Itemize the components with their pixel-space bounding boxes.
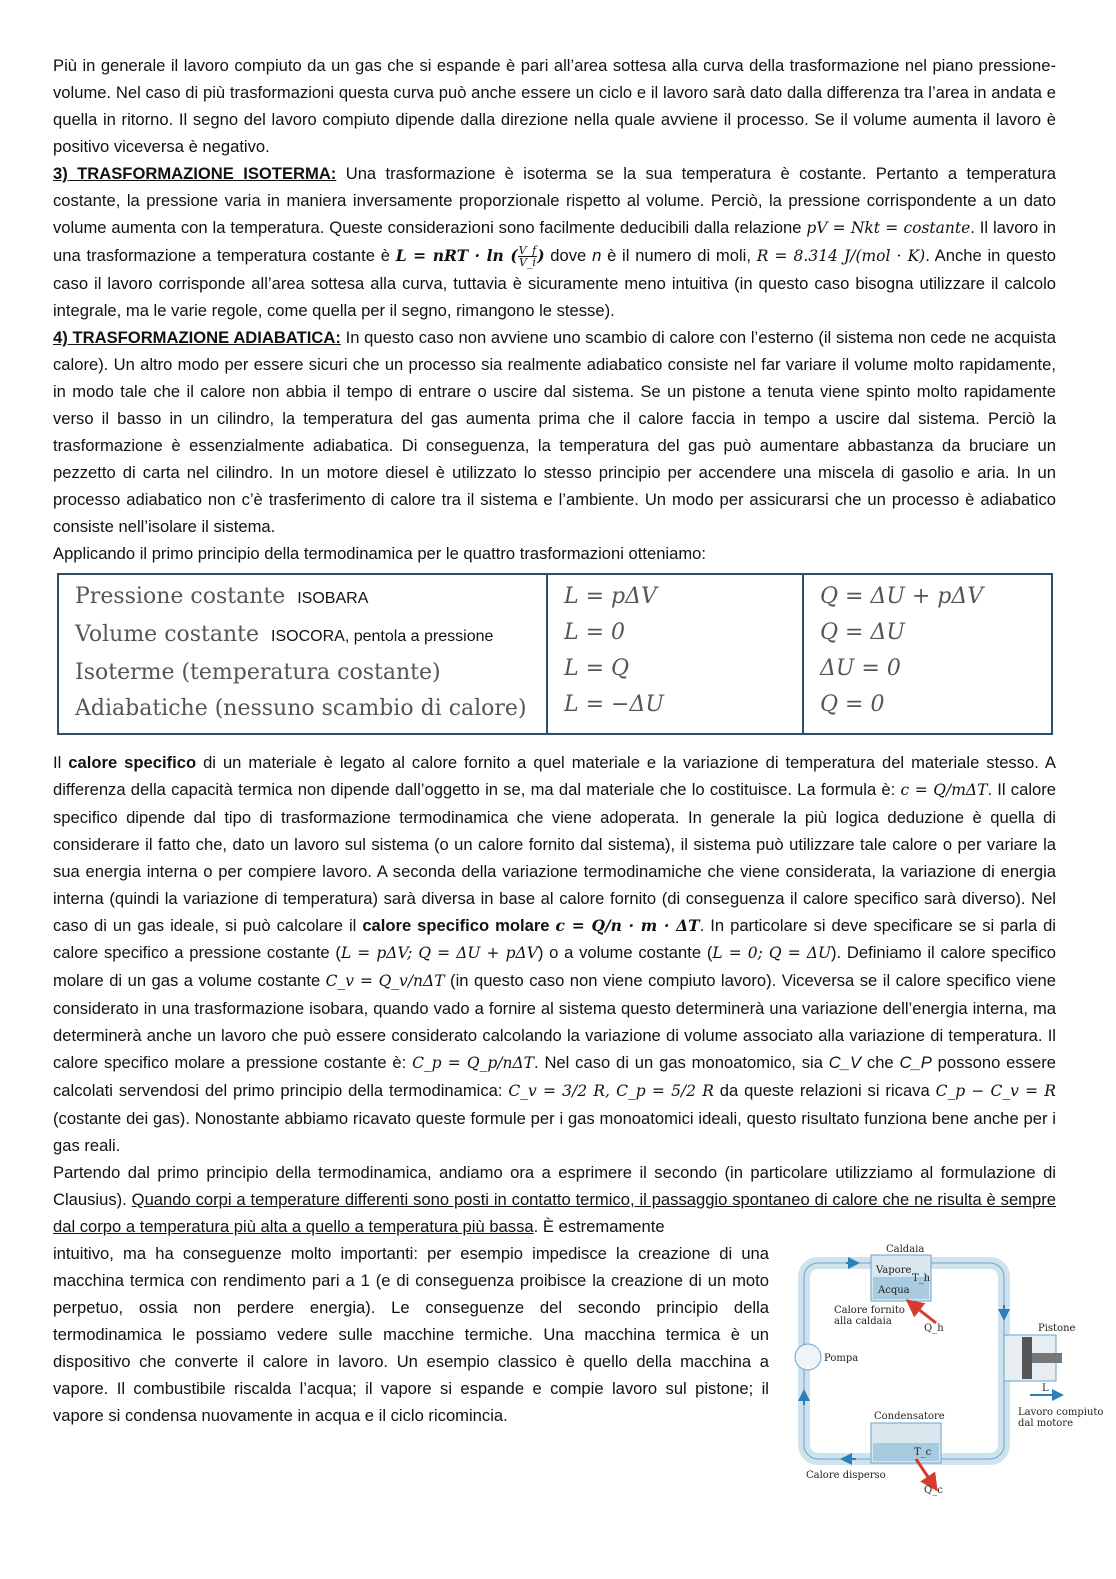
- label-qh: Q_h: [924, 1323, 944, 1334]
- clausius-statement: Quando corpi a temperature differenti sono posti in contatto termico, il passaggio spontaneo di calore che ne risulta è sempre dal corpo a temperatura più alta a quello a temperatura più bassa: [53, 1190, 1056, 1236]
- isoterma-paragraph: 3) TRASFORMAZIONE ISOTERMA: Una trasformazione è isoterma se la sua temperatura è costante. Pertanto a temperatura costante, la pressione varia in maniera inversamente proporzionale rispetto al volume. Perciò, la pressione corrispondente a un dato volume aumenta con la temperatura. Queste considerazioni sono facilmente deducibili dalla relazione pV = Nkt = costante. Il lavoro in una trasformazione a temperatura costante è L = nRT · ln ( $\frac{V\_f}{V\_i}$ ) dove n è il numero di moli, R = 8.314 J/(mol · K). Anche in questo caso il lavoro corrisponde all’area sottesa alla curva, tuttavia è sicuramente meno intuitiva (in questo caso bisogna utilizzare il calcolo integrale, ma le varie regole, come quella per il segno, rimangono le stesse).: [53, 164, 1056, 320]
- label-calore-disperso: Calore disperso: [806, 1470, 886, 1481]
- label-th: T_h: [912, 1273, 931, 1284]
- table-col-heat: Q = ΔU + pΔV Q = ΔU ΔU = 0 Q = 0: [803, 574, 1052, 734]
- table-row: Volume costante ISOCORA, pentola a pressione: [75, 622, 494, 647]
- label-lavoro-1: Lavoro compiuto: [1018, 1407, 1104, 1418]
- secondo-principio-paragraph: Partendo dal primo principio della termodinamica, andiamo ora a esprimere il secondo (in particolare utilizziamo al formulazione di Clausius). Quando corpi a temperature differenti sono posti in contatto termico, il passaggio spontaneo di calore che ne risulta è sempre dal corpo a temperatura più alta a quello a temperatura più bassa. È estremamente: [53, 1163, 1056, 1236]
- label-calore-fornito: Calore fornito: [834, 1305, 905, 1316]
- label-vapore: Vapore: [876, 1265, 912, 1276]
- label-caldaia: Caldaia: [886, 1244, 925, 1255]
- table-row: Isoterme (temperatura costante): [75, 660, 441, 685]
- label-tc: T_c: [914, 1447, 932, 1458]
- table-col-work: L = pΔV L = 0 L = Q L = −ΔU: [547, 574, 803, 734]
- gas-constant: R = 8.314 J/(mol · K): [756, 247, 926, 265]
- pump: [795, 1344, 821, 1370]
- piston: [1022, 1337, 1032, 1379]
- intro-paragraph: Più in generale il lavoro compiuto da un gas che si espande è pari all’area sottesa alla curva della trasformazione nel piano pressione-volume. Nel caso di più trasformazioni questa curva può anche essere un ciclo e il lavoro sarà dato dalla differenza tra l’area in andata e quella in ritorno. Il segno del lavoro compiuto dipende dalla direzione nella quale avviene il processo. Se il volume aumenta il lavoro è positivo viceversa è negativo.: [53, 56, 1056, 156]
- document-page: [53, 52, 1104, 1496]
- adiabatica-paragraph: 4) TRASFORMAZIONE ADIABATICA: In questo caso non avviene uno scambio di calore con l’esterno (il sistema non cede ne acquista calore). Un altro modo per essere sicuri che un processo sia realmente adiabatico consiste nel far variare il volume molto rapidamente, in modo tale che il calore non abbia il tempo di entrare o uscire dal sistema. Se un pistone a tenuta viene spinto molto rapidamente verso il basso in un cilindro, la temperatura del gas aumenta prima che il calore faccia in tempo a uscire dal sistema. Perciò la trasformazione è essenzialmente adiabatica. Di conseguenza, la temperatura del gas può aumentare abbastanza da bruciare un pezzetto di carta nel cilindro. In un motore diesel è utilizzato lo stesso principio per accendere una miscela di gasolio e aria. In un processo adiabatico non c’è trasferimento di calore tra il sistema e l’ambiente. Un modo per assicurarsi che un processo è adiabatico consiste nell’isolare il sistema.: [53, 328, 1056, 536]
- table-row: Pressione costante ISOBARA: [75, 584, 369, 609]
- adiabatica-heading: 4) TRASFORMAZIONE ADIABATICA:: [53, 328, 341, 347]
- volume-fraction: $\frac{V\_f}{V\_i}$: [518, 244, 537, 270]
- calore-specifico-paragraph: Il calore specifico di un materiale è legato al calore fornito a quel materiale e la variazione di temperatura del materiale stesso. A differenza della capacità termica non dipende dall’oggetto in se, ma dal materiale che lo costituisce. La formula è: c = Q/mΔT. Il calore specifico dipende dal tipo di trasformazione termodinamica che viene adoperata. In generale la più logica deduzione è quella di considerare il fatto che, dato un lavoro sul sistema (o un calore fornito dal sistema), il sistema può utilizzare tale calore o per variare la sua energia interna o per compiere lavoro. A seconda della variazione termodinamiche che viene considerata, la variazione di energia interna (quindi la variazione di temperatura) sarà diversa in base al calore fornito (di conseguenza il calore specifico sarà diverso). Nel caso di un gas ideale, si può calcolare il calore specifico molare c = Q/n · m · ΔT. In particolare si deve specificare se si parla di calore specifico a pressione costante (L = pΔV; Q = ΔU + pΔV) o a volume costante (L = 0; Q = ΔU). Definiamo il calore specifico molare di un gas a volume costante C_v = Q_v/nΔT (in questo caso non viene compiuto lavoro). Viceversa se il calore specifico viene considerato in una trasformazione isobara, quando vado a fornire al sistema questo determinerà una variazione dell’energia interna, ma determinerà anche un lavoro che può essere considerato calcolando la variazione di volume associato alla variazione di temperatura. Il calore specifico molare a pressione costante è: C_p = Q_p/nΔT. Nel caso di un gas monoatomico, sia C_V che C_P possono essere calcolati servendosi del primo principio della termodinamica: C_v = 3/2 R, C_p = 5/2 R da queste relazioni si ricava C_p − C_v = R (costante dei gas). Nonostante abbiamo ricavato queste formule per i gas monoatomici ideali, questo risultato funziona bene anche per i gas reali.: [53, 753, 1057, 1155]
- steam-engine-diagram: [786, 1244, 1104, 1496]
- label-qc: Q_c: [924, 1485, 943, 1496]
- isoterma-work-formula: L = nRT · ln (: [395, 246, 518, 265]
- table-col-names: [58, 574, 547, 734]
- label-acqua: Acqua: [878, 1285, 910, 1296]
- label-alla-caldaia: alla caldaia: [834, 1316, 892, 1327]
- label-l: L: [1042, 1383, 1049, 1394]
- label-condensatore: Condensatore: [874, 1411, 945, 1422]
- label-lavoro-2: dal motore: [1018, 1418, 1073, 1429]
- applying-line: Applicando il primo principio della termodinamica per le quattro trasformazioni otteniamo:: [53, 544, 707, 563]
- isoterma-heading: 3) TRASFORMAZIONE ISOTERMA:: [53, 164, 337, 183]
- label-pistone: Pistone: [1038, 1323, 1076, 1334]
- isoterma-equation: pV = Nkt = costante: [806, 219, 971, 237]
- bottom-section: [53, 1240, 1104, 1496]
- label-pompa: Pompa: [824, 1353, 859, 1364]
- table-row: Adiabatiche (nessuno scambio di calore): [75, 696, 527, 721]
- transformations-table: [57, 573, 1053, 735]
- macchina-termica-paragraph: intuitivo, ma ha conseguenze molto importanti: per esempio impedisce la creazione di una macchina termica con rendimento pari a 1 (e di conseguenza proibisce la creazione di un moto perpetuo, ossia non perdere energia). Le conseguenze del secondo principio della termodinamica le possiamo vedere sulle macchine termiche. Una macchina termica è un dispositivo che converte il calore in lavoro. Un esempio classico è quello della macchina a vapore. Il combustibile riscalda l’acqua; il vapore si espande e compie lavoro sul pistone; il vapore si condensa nuovamente in acqua e il ciclo ricomincia.: [53, 1244, 769, 1425]
- heat-in-arrow: [908, 1301, 936, 1323]
